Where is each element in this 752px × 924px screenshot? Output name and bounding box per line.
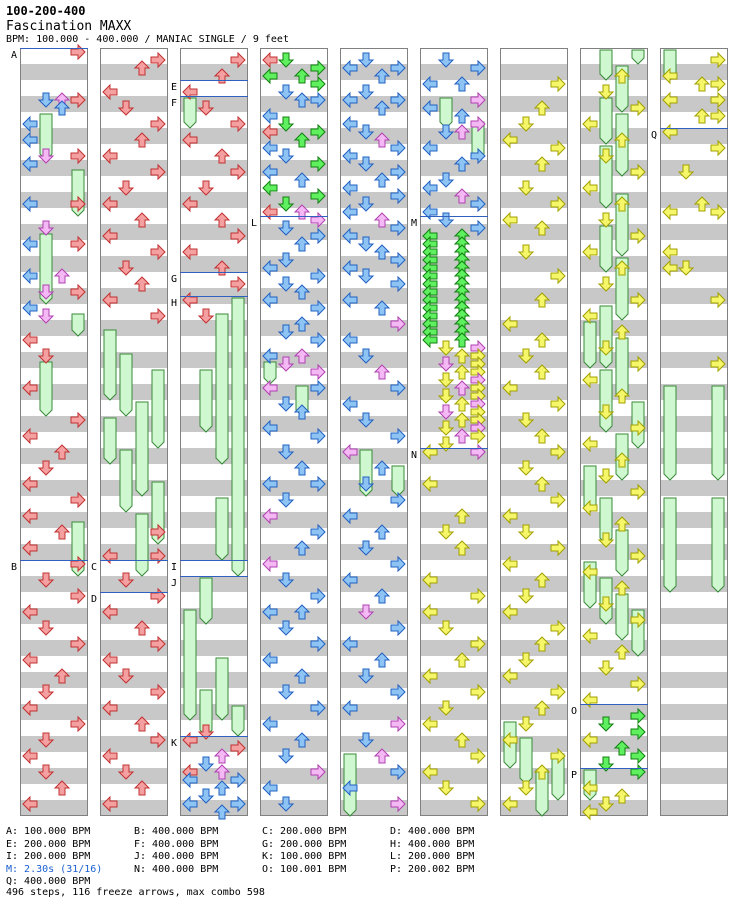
beat-stripe-light — [660, 592, 728, 608]
chart-info: BPM: 100.000 - 400.000 / MANIAC SINGLE / 9 feet — [6, 34, 289, 45]
beat-stripe-light — [100, 272, 168, 288]
freeze-arrow — [600, 306, 612, 368]
beat-stripe-light — [580, 208, 648, 224]
bpm-change-marker: M — [411, 218, 418, 229]
beat-stripe-light — [260, 400, 328, 416]
beat-stripe-dark — [660, 800, 728, 816]
beat-stripe-dark — [660, 672, 728, 688]
freeze-arrow — [600, 370, 612, 432]
beat-stripe-dark — [20, 64, 88, 80]
beat-stripe-light — [500, 48, 568, 64]
beat-stripe-dark — [260, 448, 328, 464]
legend-entry-n: N: 400.000 BPM — [134, 863, 219, 875]
beat-stripe-light — [580, 528, 648, 544]
freeze-arrow — [216, 658, 228, 720]
beat-stripe-light — [660, 688, 728, 704]
freeze-arrow — [184, 610, 196, 720]
beat-stripe-light — [100, 464, 168, 480]
beat-stripe-light — [660, 624, 728, 640]
beat-stripe-dark — [660, 768, 728, 784]
beat-stripe-dark — [260, 800, 328, 816]
freeze-arrow — [232, 298, 244, 576]
beat-stripe-dark — [340, 736, 408, 752]
freeze-arrow — [200, 578, 212, 624]
freeze-arrow — [104, 330, 116, 400]
beat-stripe-light — [660, 784, 728, 800]
beat-stripe-light — [500, 240, 568, 256]
freeze-arrow — [104, 418, 116, 464]
freeze-arrow — [616, 594, 628, 640]
bpm-change-marker: O — [571, 706, 578, 717]
beat-stripe-light — [660, 176, 728, 192]
beat-stripe-light — [500, 464, 568, 480]
legend-entry-q: Q: 400.000 BPM — [6, 876, 91, 887]
beat-stripe-dark — [180, 576, 248, 592]
freeze-arrow — [600, 226, 612, 272]
legend-entry-m: M: 2.30s (31/16) — [6, 863, 103, 875]
beat-stripe-dark — [660, 160, 728, 176]
beat-stripe-light — [660, 752, 728, 768]
beat-stripe-light — [580, 272, 648, 288]
beat-stripe-dark — [660, 224, 728, 240]
beat-stripe-dark — [660, 320, 728, 336]
beat-stripe-light — [420, 528, 488, 544]
freeze-arrow — [136, 402, 148, 496]
legend-entry-j: J: 400.000 BPM — [134, 851, 219, 862]
beat-stripe-dark — [20, 768, 88, 784]
beat-stripe-dark — [260, 736, 328, 752]
bpm-change-marker: J — [171, 578, 178, 589]
legend-entry-e: E: 200.000 BPM — [6, 838, 91, 850]
freeze-arrow — [616, 530, 628, 576]
beat-stripe-light — [340, 656, 408, 672]
beat-stripe-dark — [660, 480, 728, 496]
legend-entry-p: P: 200.002 BPM — [390, 863, 475, 875]
bpm-change-marker: D — [91, 594, 98, 605]
legend-entry-l: L: 200.000 BPM — [390, 851, 475, 862]
bpm-change-marker: P — [571, 770, 578, 781]
legend-entry-o: O: 100.001 BPM — [262, 863, 347, 875]
freeze-arrow — [520, 738, 532, 784]
freeze-arrow — [216, 498, 228, 560]
freeze-arrow — [664, 498, 676, 592]
beat-stripe-light — [580, 144, 648, 160]
legend-entry-b: B: 400.000 BPM — [134, 826, 219, 837]
freeze-arrow — [600, 98, 612, 144]
bpm-change-marker: H — [171, 298, 178, 309]
beat-stripe-dark — [500, 96, 568, 112]
freeze-arrow — [712, 498, 724, 592]
beat-stripe-dark — [500, 640, 568, 656]
beat-stripe-dark — [100, 768, 168, 784]
freeze-arrow — [200, 370, 212, 432]
freeze-arrow — [120, 354, 132, 416]
beat-stripe-dark — [420, 512, 488, 528]
beat-stripe-light — [660, 656, 728, 672]
beat-stripe-dark — [580, 64, 648, 80]
bpm-change-marker: L — [251, 218, 258, 229]
legend-entry-a: A: 100.000 BPM — [6, 826, 91, 837]
beat-stripe-light — [180, 592, 248, 608]
bpm-change-marker: Q — [651, 130, 658, 141]
legend-entry-h: H: 400.000 BPM — [390, 838, 475, 850]
beat-stripe-light — [340, 528, 408, 544]
freeze-arrow — [216, 314, 228, 464]
bpm-change-marker: C — [91, 562, 98, 573]
legend-entry-f: F: 400.000 BPM — [134, 838, 219, 850]
beat-stripe-light — [580, 656, 648, 672]
freeze-arrow — [232, 706, 244, 736]
freeze-arrow — [440, 98, 452, 128]
freeze-arrow — [120, 450, 132, 512]
beat-stripe-dark — [500, 160, 568, 176]
freeze-arrow — [184, 98, 196, 128]
beat-stripe-dark — [660, 704, 728, 720]
freeze-arrow — [40, 362, 52, 416]
song-title: Fascination MAXX — [6, 19, 132, 34]
beat-stripe-light — [340, 592, 408, 608]
freeze-arrow — [712, 386, 724, 480]
beat-stripe-dark — [20, 448, 88, 464]
legend-entry-i: I: 200.000 BPM — [6, 851, 91, 862]
bpm-change-marker: A — [11, 50, 18, 61]
bpm-change-marker: G — [171, 274, 178, 285]
legend-entry-c: C: 200.000 BPM — [262, 826, 347, 837]
bpm-change-marker: N — [411, 450, 418, 461]
beat-stripe-dark — [500, 288, 568, 304]
beat-stripe-light — [500, 336, 568, 352]
beat-stripe-light — [500, 112, 568, 128]
freeze-arrow — [600, 50, 612, 80]
freeze-arrow — [392, 466, 404, 496]
beat-stripe-dark — [660, 608, 728, 624]
beat-stripe-light — [420, 496, 488, 512]
freeze-arrow — [152, 370, 164, 448]
legend-entry-d: D: 400.000 BPM — [390, 826, 475, 837]
beat-stripe-light — [660, 336, 728, 352]
beat-stripe-dark — [20, 672, 88, 688]
beat-stripe-dark — [660, 736, 728, 752]
step-summary: 496 steps, 116 freeze arrows, max combo 598 — [6, 887, 265, 898]
beat-stripe-dark — [340, 352, 408, 368]
bpm-change-marker: I — [171, 562, 178, 573]
beat-stripe-light — [500, 176, 568, 192]
beat-stripe-dark — [500, 416, 568, 432]
beat-stripe-dark — [420, 544, 488, 560]
bpm-change-marker: E — [171, 82, 178, 93]
beat-stripe-dark — [260, 672, 328, 688]
beat-stripe-light — [580, 80, 648, 96]
bpm-change-marker: F — [171, 98, 178, 109]
beat-stripe-dark — [500, 704, 568, 720]
legend-entry-k: K: 100.000 BPM — [262, 851, 347, 862]
chart-code: 100-200-400 — [6, 4, 86, 18]
beat-stripe-dark — [20, 352, 88, 368]
legend-entry-g: G: 200.000 BPM — [262, 838, 347, 850]
beat-stripe-dark — [660, 640, 728, 656]
beat-stripe-dark — [500, 576, 568, 592]
freeze-arrow — [664, 386, 676, 480]
beat-stripe-dark — [500, 352, 568, 368]
beat-stripe-light — [660, 720, 728, 736]
bpm-change-marker: K — [171, 738, 178, 749]
bpm-change-marker: B — [11, 562, 18, 573]
freeze-arrow — [584, 322, 596, 368]
freeze-arrow — [136, 514, 148, 576]
